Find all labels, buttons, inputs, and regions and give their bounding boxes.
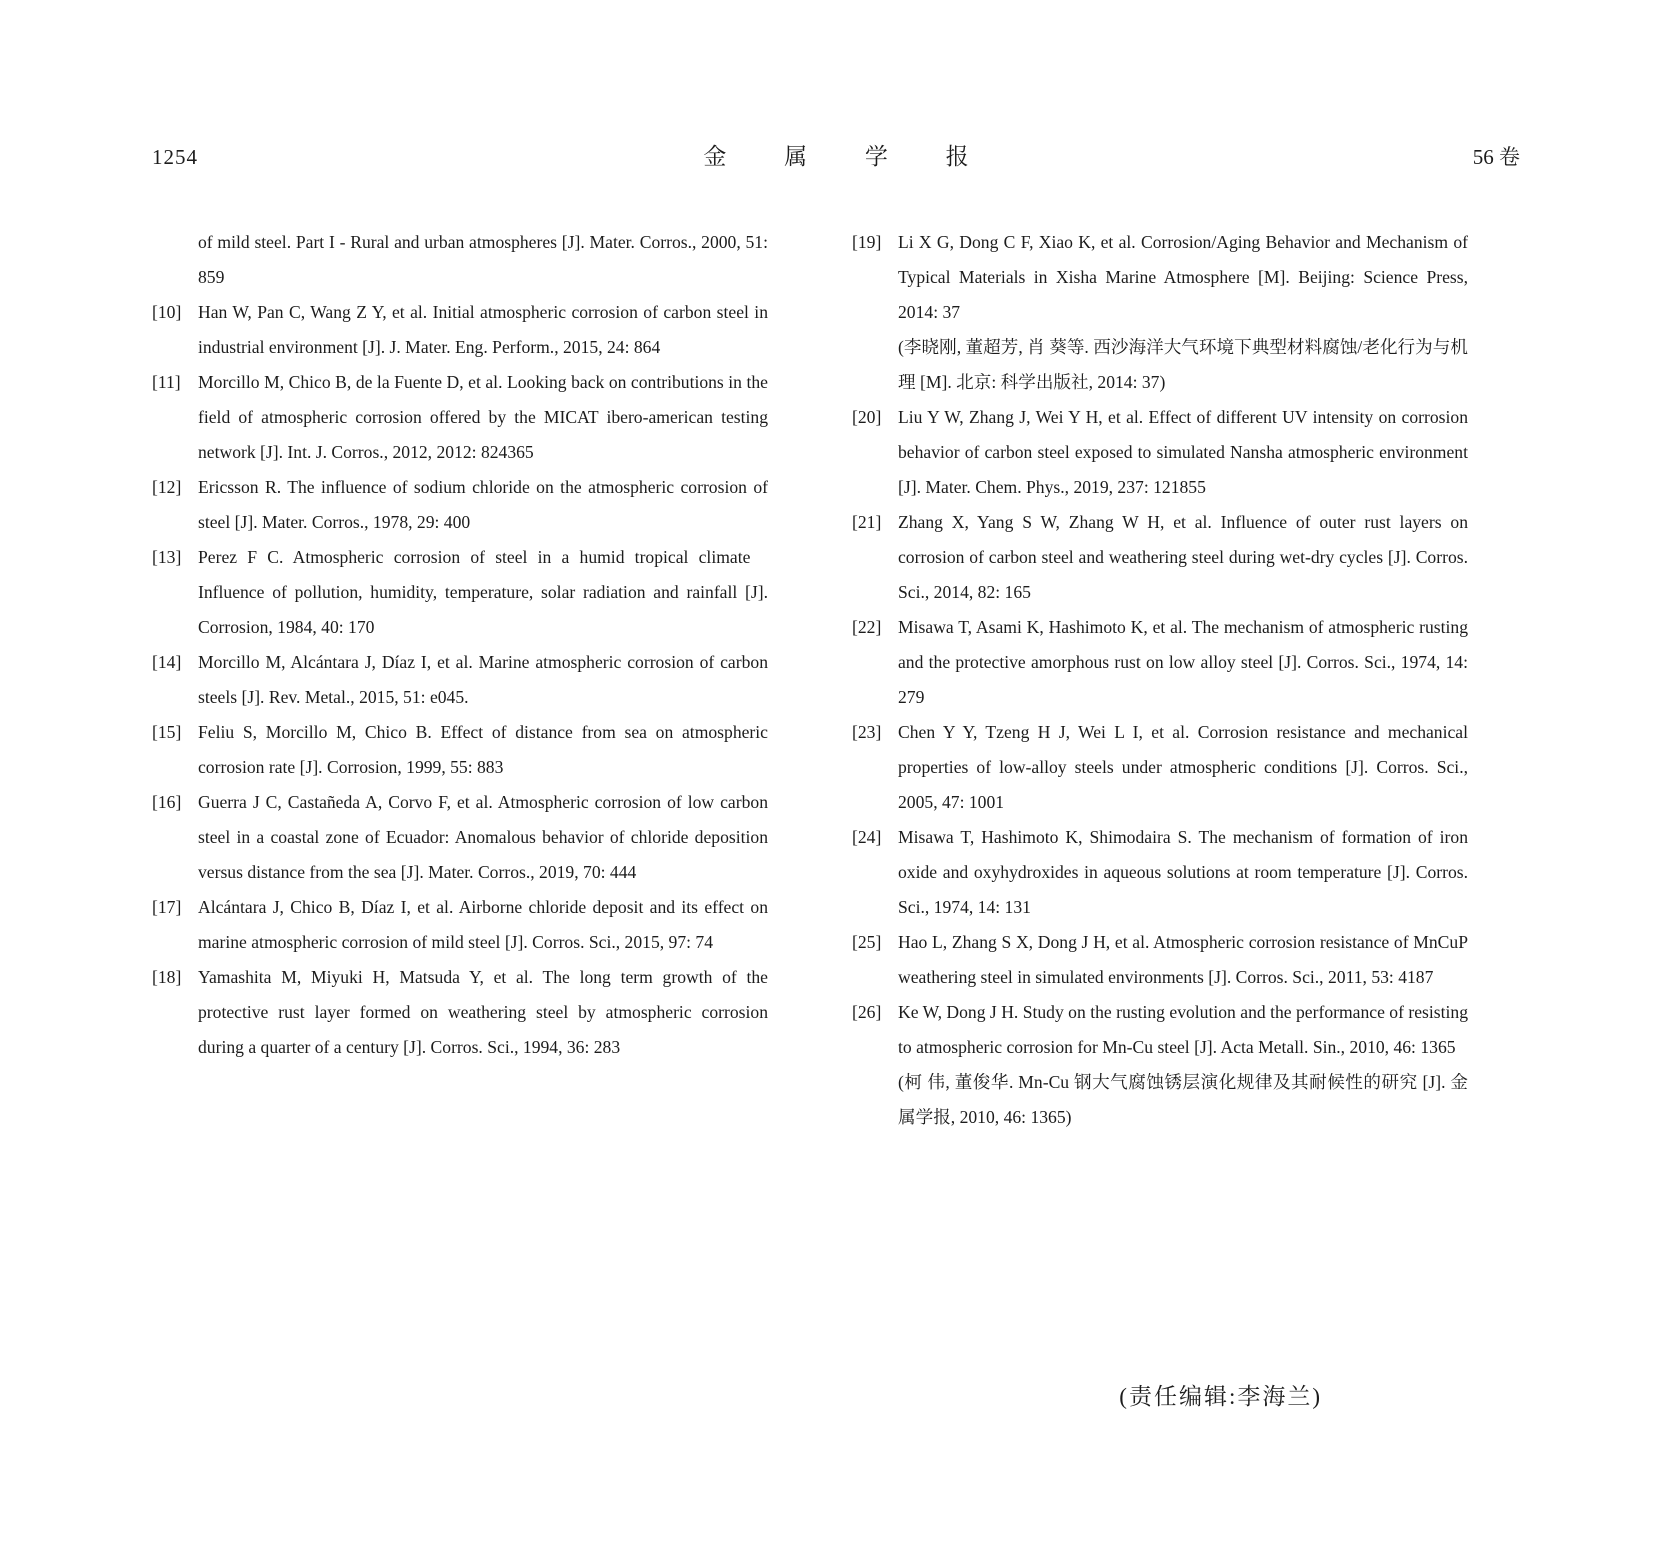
reference-text: Li X G, Dong C F, Xiao K, et al. Corrosion/Aging Behavior and Mechanism of Typical Materials in Xisha Marine Atmosphere [M]. Beijing: Science Press, 2014: 37 (898, 232, 1468, 322)
volume-number: 56 卷 (1472, 145, 1520, 169)
reference-text: Hao L, Zhang S X, Dong J H, et al. Atmospheric corrosion resistance of MnCuP weathering steel in simulated environments [J]. Corros. Sci., 2011, 53: 4187 (898, 932, 1468, 987)
reference-text: Misawa T, Asami K, Hashimoto K, et al. The mechanism of atmospheric rusting and the protective amorphous rust on low alloy steel [J]. Corros. Sci., 1974, 14: 279 (898, 617, 1468, 707)
reference-item (152, 295, 768, 365)
reference-number: [12] (152, 477, 182, 497)
reference-text: Alcántara J, Chico B, Díaz I, et al. Airborne chloride deposit and its effect on marine atmospheric corrosion of mild steel [J]. Corros. Sci., 2015, 97: 74 (198, 897, 768, 952)
reference-text: Misawa T, Hashimoto K, Shimodaira S. The mechanism of formation of iron oxide and oxyhydroxides in aqueous solutions at room temperature [J]. Corros. Sci., 1974, 14: 131 (898, 827, 1468, 917)
page-header (152, 138, 1520, 171)
reference-text: Morcillo M, Alcántara J, Díaz I, et al. Marine atmospheric corrosion of carbon steels [J]. Rev. Metal., 2015, 51: e045. (198, 652, 768, 707)
reference-item (852, 995, 1468, 1135)
reference-text: Zhang X, Yang S W, Zhang W H, et al. Influence of outer rust layers on corrosion of carbon steel and weathering steel during wet-dry cycles [J]. Corros. Sci., 2014, 82: 165 (898, 512, 1468, 602)
reference-item (852, 225, 1468, 400)
reference-item (852, 400, 1468, 505)
reference-text-chinese: (柯 伟, 董俊华. Mn-Cu 钢大气腐蚀锈层演化规律及其耐候性的研究 [J]. 金属学报, 2010, 46: 1365) (898, 1072, 1468, 1127)
page-number: 1254 (152, 145, 198, 169)
reference-number: [22] (852, 617, 882, 637)
reference-number: [10] (152, 302, 182, 322)
reference-item (852, 505, 1468, 610)
reference-number: [20] (852, 407, 882, 427)
reference-item (152, 785, 768, 890)
reference-item (152, 890, 768, 960)
reference-number: [14] (152, 652, 182, 672)
reference-number: [13] (152, 547, 182, 567)
reference-column-right (852, 225, 1468, 1135)
reference-number: [18] (152, 967, 182, 987)
reference-text: Ericsson R. The influence of sodium chloride on the atmospheric corrosion of steel [J]. Mater. Corros., 1978, 29: 400 (198, 477, 768, 532)
reference-number: [26] (852, 1002, 882, 1022)
reference-list (152, 225, 1520, 1135)
reference-text: Chen Y Y, Tzeng H J, Wei L I, et al. Corrosion resistance and mechanical properties of low-alloy steels under atmospheric conditions [J]. Corros. Sci., 2005, 47: 1001 (898, 722, 1468, 812)
reference-number: [16] (152, 792, 182, 812)
reference-text: Perez F C. Atmospheric corrosion of steel in a humid tropical climate Influence of pollution, humidity, temperature, solar radiation and rainfall [J]. Corrosion, 1984, 40: 170 (198, 547, 768, 637)
reference-item (852, 820, 1468, 925)
reference-number: [15] (152, 722, 182, 742)
reference-item (152, 960, 768, 1065)
reference-continuation (152, 225, 768, 295)
reference-column-left (152, 225, 768, 1135)
reference-item (152, 540, 768, 645)
reference-text: Liu Y W, Zhang J, Wei Y H, et al. Effect of different UV intensity on corrosion behavior of carbon steel exposed to simulated Nansha atmospheric environment [J]. Mater. Chem. Phys., 2019, 237: 121855 (898, 407, 1468, 497)
reference-item (852, 610, 1468, 715)
journal-title: 金 属 学 报 (703, 144, 995, 169)
reference-item (852, 925, 1468, 995)
editor-note: (责任编辑:李海兰) (1119, 1384, 1322, 1409)
reference-text: Feliu S, Morcillo M, Chico B. Effect of distance from sea on atmospheric corrosion rate [J]. Corrosion, 1999, 55: 883 (198, 722, 768, 777)
reference-number: [25] (852, 932, 882, 952)
reference-text-chinese: (李晓刚, 董超芳, 肖 葵等. 西沙海洋大气环境下典型材料腐蚀/老化行为与机理 [M]. 北京: 科学出版社, 2014: 37) (898, 337, 1468, 392)
editor-footer (1119, 1378, 1322, 1411)
reference-text: Morcillo M, Chico B, de la Fuente D, et al. Looking back on contributions in the field of atmospheric corrosion offered by the MICAT ibero-american testing network [J]. Int. J. Corros., 2012, 2012: 824365 (198, 372, 768, 462)
reference-text: Han W, Pan C, Wang Z Y, et al. Initial atmospheric corrosion of carbon steel in industrial environment [J]. J. Mater. Eng. Perform., 2015, 24: 864 (198, 302, 768, 357)
reference-number: [17] (152, 897, 182, 917)
reference-item (152, 645, 768, 715)
reference-number: [11] (152, 372, 181, 392)
reference-text: Ke W, Dong J H. Study on the rusting evolution and the performance of resisting to atmospheric corrosion for Mn-Cu steel [J]. Acta Metall. Sin., 2010, 46: 1365 (898, 1002, 1468, 1057)
reference-text: of mild steel. Part I - Rural and urban atmospheres [J]. Mater. Corros., 2000, 51: 859 (198, 232, 768, 287)
reference-item (152, 715, 768, 785)
reference-number: [23] (852, 722, 882, 742)
reference-text: Yamashita M, Miyuki H, Matsuda Y, et al. The long term growth of the protective rust layer formed on weathering steel by atmospheric corrosion during a quarter of a century [J]. Corros. Sci., 1994, 36: 283 (198, 967, 768, 1057)
reference-text: Guerra J C, Castañeda A, Corvo F, et al. Atmospheric corrosion of low carbon steel in a coastal zone of Ecuador: Anomalous behavior of chloride deposition versus distance from the sea [J]. Mater. Corros., 2019, 70: 444 (198, 792, 768, 882)
reference-item (852, 715, 1468, 820)
reference-item (152, 470, 768, 540)
reference-number: [24] (852, 827, 882, 847)
reference-number: [21] (852, 512, 882, 532)
reference-number: [19] (852, 232, 882, 252)
reference-item (152, 365, 768, 470)
